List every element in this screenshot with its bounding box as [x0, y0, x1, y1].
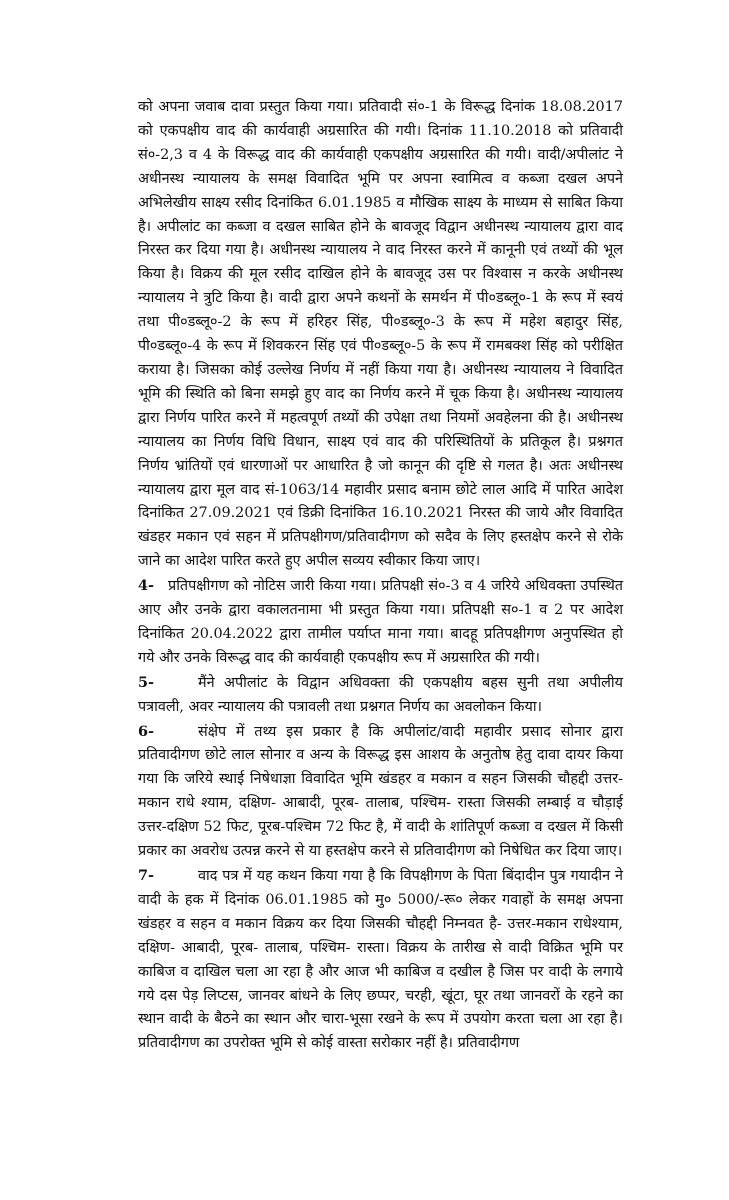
document-page [138, 96, 623, 1056]
paragraph-text: मैंने अपीलांट के विद्वान अधिवक्ता की एकपक्षीय बहस सुनी तथा अपीलीय पत्रावली, अवर न्यायालय की पत्रावली तथा प्रश्नगत निर्णय का अवलोकन किया। [138, 674, 623, 715]
paragraph-number: 5- [138, 673, 154, 691]
paragraph-6 [138, 720, 623, 864]
paragraph-number: 7- [138, 867, 154, 884]
paragraph-7 [138, 864, 623, 1056]
paragraph-text: वाद पत्र में यह कथन किया गया है कि विपक्षीगण के पिता बिंदादीन पुत्र गयादीन ने वादी के हक में दिनांक 06.01.1985 को मु० 5000/-रू० लेकर गवाहों के समक्ष अपना खंडहर व सहन व मकान विक्रय कर दिया जिसकी चौहद्दी निम्नवत है- उत्तर-मकान राधेश्याम, दक्षिण- आबादी, पूरब- तालाब, पश्चिम- रास्ता। विक्रय के तारीख से वादी विक्रित भूमि पर काबिज व दाखिल चला आ रहा है और आज भी काबिज व दखील है जिस पर वादी के लगाये गये दस पेड़ लिप्टस, जानवर बांधने के लिए छप्पर, चरही, खूंटा, घूर तथा जानवरों के रहने का स्थान वादी के बैठने का स्थान और चारा-भूसा रखने के रूप में उपयोग करता चला आ रहा है। प्रतिवादीगण का उपरोक्त भूमि से कोई वास्ता सरोकार नहीं है। प्रतिवादीगण [138, 868, 623, 1052]
paragraph-number: 6- [138, 722, 154, 740]
paragraph-text: को अपना जवाब दावा प्रस्तुत किया गया। प्रतिवादी सं०-1 के विरूद्ध दिनांक 18.08.2017 को एकपक्षीय वाद की कार्यवाही अग्रसारित की गयी। दिनांक 11.10.2018 को प्रतिवादी सं०-2,3 व 4 के विरूद्ध वाद की कार्यवाही एकपक्षीय अग्रसारित की गयी। वादी/अपीलांट ने अधीनस्थ न्यायालय के समक्ष विवादित भूमि पर अपना स्वामित्व व कब्जा दखल अपने अभिलेखीय साक्ष्य रसीद दिनांकित 6.01.1985 व मौखिक साक्ष्य के माध्यम से साबित किया है। अपीलांट का कब्जा व दखल साबित होने के बावजूद विद्वान अधीनस्थ न्यायालय द्वारा वाद निरस्त कर दिया गया है। अधीनस्थ न्यायालय ने वाद निरस्त करने में कानूनी एवं तथ्यों की भूल किया है। विक्रय की मूल रसीद दाखिल होने के बावजूद उस पर विश्वास न करके अधीनस्थ न्यायालय ने त्रुटि किया है। वादी द्वारा अपने कथनों के समर्थन में पी०डब्लू०-1 के रूप में स्वयं तथा पी०डब्लू०-2 के रूप में हरिहर सिंह, पी०डब्लू०-3 के रूप में महेश बहादुर सिंह, पी०डब्लू०-4 के रूप में शिवकरन सिंह एवं पी०डब्लू०-5 के रूप में रामबक्श सिंह को परीक्षित कराया है। जिसका कोई उल्लेख निर्णय में नहीं किया गया है। अधीनस्थ न्यायालय ने विवादित भूमि की स्थिति को बिना समझे हुए वाद का निर्णय करने में चूक किया है। अधीनस्थ न्यायालय द्वारा निर्णय पारित करने में महत्वपूर्ण तथ्यों की उपेक्षा तथा नियमों अवहेलना की है। अधीनस्थ न्यायालय का निर्णय विधि विधान, साक्ष्य एवं वाद की परिस्थितियों के प्रतिकूल है। प्रश्नगत निर्णय भ्रांतियों एवं धारणाओं पर आधारित है जो कानून की दृष्टि से गलत है। अतः अधीनस्थ न्यायालय द्वारा मूल वाद सं-1063/14 महावीर प्रसाद बनाम छोटे लाल आदि में पारित आदेश दिनांकित 27.09.2021 एवं डिक्री दिनांकित 16.10.2021 निरस्त की जाये और विवादित खंडहर मकान एवं सहन में प्रतिपक्षीगण/प्रतिवादीगण को सदैव के लिए हस्तक्षेप करने से रोके जाने का आदेश पारित करते हुए अपील सव्यय स्वीकार किया जाए। [138, 99, 623, 570]
paragraph-4 [138, 574, 623, 671]
paragraph-text: संक्षेप में तथ्य इस प्रकार है कि अपीलांट/वादी महावीर प्रसाद सोनार द्वारा प्रतिवादीगण छोटे लाल सोनार व अन्य के विरूद्ध इस आशय के अनुतोष हेतु दावा दायर किया गया कि जरिये स्थाई निषेधाज्ञा विवादित भूमि खंडहर व मकान व सहन जिसकी चौहद्दी उत्तर- मकान राधे श्याम, दक्षिण- आबादी, पूरब- तालाब, पश्चिम- रास्ता जिसकी लम्बाई व चौड़ाई उत्तर-दक्षिण 52 फिट, पूरब-पश्चिम 72 फिट है, में वादी के शांतिपूर्ण कब्जा व दखल में किसी प्रकार का अवरोध उत्पन्न करने से या हस्तक्षेप करने से प्रतिवादीगण को निषेधित कर दिया जाए। [138, 723, 623, 860]
paragraph-5 [138, 671, 623, 720]
paragraph-text: प्रतिपक्षीगण को नोटिस जारी किया गया। प्रतिपक्षी सं०-3 व 4 जरिये अधिवक्ता उपस्थित आए और उनके द्वारा वकालतनामा भी प्रस्तुत किया गया। प्रतिपक्षी स०-1 व 2 पर आदेश दिनांकित 20.04.2022 द्वारा तामील पर्याप्त माना गया। बादहू प्रतिपक्षीगण अनुपस्थित हो गये और उनके विरूद्ध वाद की कार्यवाही एकपक्षीय रूप में अग्रसारित की गयी। [138, 578, 623, 666]
paragraph-number: 4- [138, 577, 154, 595]
paragraph-continuation [138, 96, 623, 574]
